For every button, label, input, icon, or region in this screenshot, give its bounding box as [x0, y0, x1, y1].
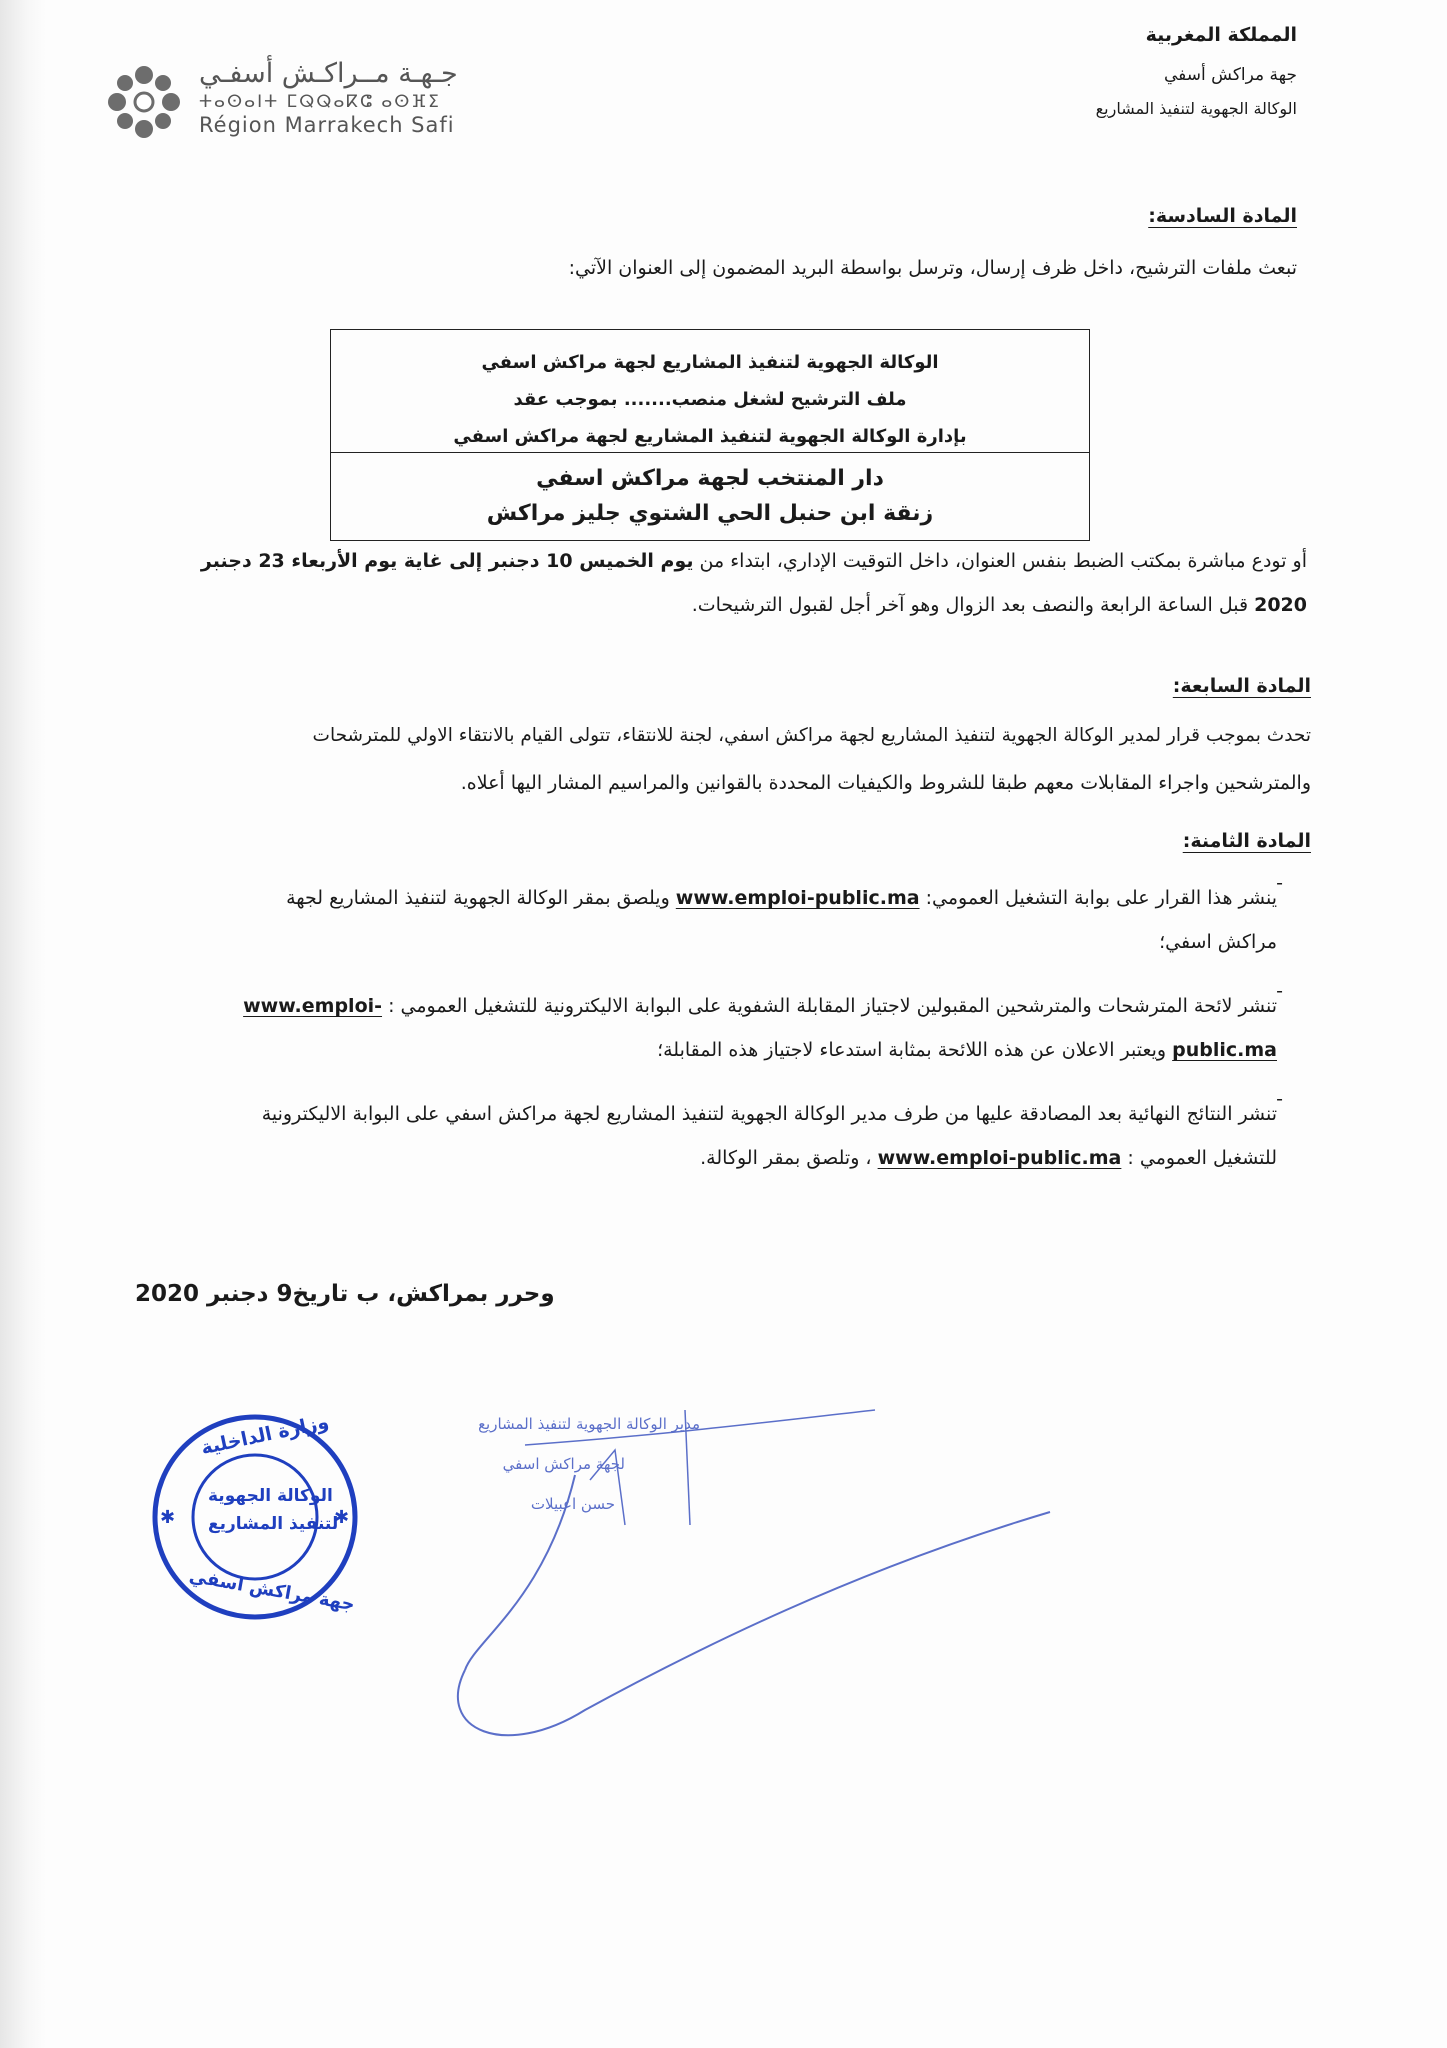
- bullet3-text: ، وتلصق بمقر الوكالة.: [700, 1147, 878, 1169]
- address-line: بإدارة الوكالة الجهوية لتنفيذ المشاريع لجهة مراكش اسفي: [453, 426, 967, 447]
- deposit-text: أو تودع مباشرة بمكتب الضبط بنفس العنوان، داخل التوقيت الإداري، ابتداء من: [693, 550, 1307, 572]
- bullet2-text: تنشر لائحة المترشحات والمترشحين المقبولين لاجتياز المقابلة الشفوية على البوابة الاليكترونية للتشغيل العمومي :: [388, 995, 1277, 1017]
- signature-title: مدير الوكالة الجهوية لتنفيذ المشاريع: [478, 1415, 700, 1433]
- signature-name: حسن اعبيلات: [530, 1495, 615, 1513]
- article6-title: المادة السادسة:: [1148, 205, 1297, 227]
- header-block: [1037, 18, 1297, 126]
- bullet-dash: -: [1276, 872, 1283, 894]
- emploi-public-link[interactable]: public.ma: [1172, 1039, 1277, 1061]
- address-line: دار المنتخب لجهة مراكش اسفي: [536, 466, 884, 491]
- svg-text:✱: ✱: [334, 1507, 350, 1528]
- article7-title: المادة السابعة:: [1172, 675, 1311, 697]
- region-logo: [104, 58, 464, 148]
- article8-bullet1-line2: مراكش اسفي؛: [1159, 931, 1277, 953]
- article8-bullet2-line2: [127, 1029, 1277, 1071]
- emploi-public-link[interactable]: www.emploi-public.ma: [675, 887, 920, 909]
- stamp-outer-text: وزارة الداخلية: [199, 1410, 331, 1460]
- bullet-dash: -: [1276, 1088, 1283, 1110]
- address-box-location: [331, 453, 1089, 531]
- official-stamp: [148, 1410, 363, 1625]
- bullet1-text: ويلصق بمقر الوكالة الجهوية لتنفيذ المشاريع لجهة: [286, 887, 676, 909]
- logo-french-text: Région Marrakech Safi: [199, 113, 455, 137]
- bullet1-text: ينشر هذا القرار على بوابة التشغيل العمومي:: [919, 887, 1277, 909]
- region-name: جهة مراكش أسفي: [1164, 65, 1297, 85]
- article8-bullet2-line1: [127, 985, 1277, 1027]
- deposit-dates: يوم الخميس 10 دجنبر إلى غاية يوم الأربعاء 23 دجنبر: [200, 550, 694, 572]
- address-line: ملف الترشيح لشغل منصب....... بموجب عقد: [513, 389, 907, 410]
- emploi-public-link[interactable]: www.emploi-: [243, 995, 383, 1017]
- signed-date: وحرر بمراكش، ب تاريخ9 دجنبر 2020: [135, 1281, 555, 1307]
- bullet3-text: للتشغيل العمومي :: [1121, 1147, 1277, 1169]
- bullet-dash: -: [1276, 980, 1283, 1002]
- scan-shadow: [0, 0, 46, 2048]
- logo-tifinagh-text: ⵜⴰⵙⴰⵏⵜ ⵎⵕⵕⴰⴽⵛ ⴰⵙⴼⵉ: [199, 92, 441, 112]
- emploi-public-link[interactable]: www.emploi-public.ma: [877, 1147, 1122, 1169]
- deposit-year: 2020: [1254, 594, 1307, 616]
- article6-deposit-line1: [127, 540, 1307, 582]
- article8-title: المادة الثامنة:: [1182, 830, 1311, 852]
- stamp-bottom-text: جهة مراكش اسفي: [187, 1565, 357, 1616]
- article8-bullet3-line1: تنشر النتائج النهائية بعد المصادقة عليها من طرف مدير الوكالة الجهوية لتنفيذ المشاريع لجهة مراكش اسفي على البوابة الاليكترونية: [261, 1103, 1277, 1125]
- signature-region: لجهة مراكش اسفي: [502, 1455, 625, 1473]
- bullet2-text: ويعتبر الاعلان عن هذه اللائحة بمثابة استدعاء لاجتياز هذه المقابلة؛: [657, 1039, 1173, 1061]
- address-box-recipient: [331, 330, 1089, 453]
- address-box: [330, 329, 1090, 541]
- address-line: زنقة ابن حنبل الحي الشتوي جليز مراكش: [486, 501, 934, 526]
- logo-emblem-icon: [104, 62, 184, 142]
- address-line: الوكالة الجهوية لتنفيذ المشاريع لجهة مراكش اسفي: [481, 352, 939, 373]
- kingdom-title: المملكة المغربية: [1145, 24, 1297, 46]
- stamp-inner-text: لتنفيذ المشاريع: [208, 1514, 339, 1534]
- article6-deposit-line2: [127, 584, 1307, 626]
- deposit-deadline: قبل الساعة الرابعة والنصف بعد الزوال وهو آخر أجل لقبول الترشيحات.: [691, 594, 1255, 616]
- article8-bullet3-line2: [127, 1137, 1277, 1179]
- signature-stroke-icon: [405, 1400, 1085, 1760]
- svg-text:✱: ✱: [160, 1507, 176, 1528]
- article7-line2: والمترشحين واجراء المقابلات معهم طبقا للشروط والكيفيات المحددة بالقوانين والمراسيم المشار اليها أعلاه.: [460, 772, 1311, 794]
- logo-arabic-text: جـهـة مــراكـش أسفـي: [199, 58, 458, 89]
- stamp-inner-text: الوكالة الجهوية: [208, 1486, 333, 1506]
- article6-intro: تبعث ملفات الترشيح، داخل ظرف إرسال، وترسل بواسطة البريد المضمون إلى العنوان الآتي:: [568, 257, 1297, 279]
- article7-line1: تحدث بموجب قرار لمدير الوكالة الجهوية لتنفيذ المشاريع لجهة مراكش اسفي، لجنة للانتقاء، تتولى القيام بالانتقاء الاولي للمترشحات: [312, 725, 1311, 746]
- director-signature: [405, 1400, 1085, 1760]
- agency-name: الوكالة الجهوية لتنفيذ المشاريع: [1095, 99, 1297, 118]
- article8-bullet1-line1: [127, 877, 1277, 919]
